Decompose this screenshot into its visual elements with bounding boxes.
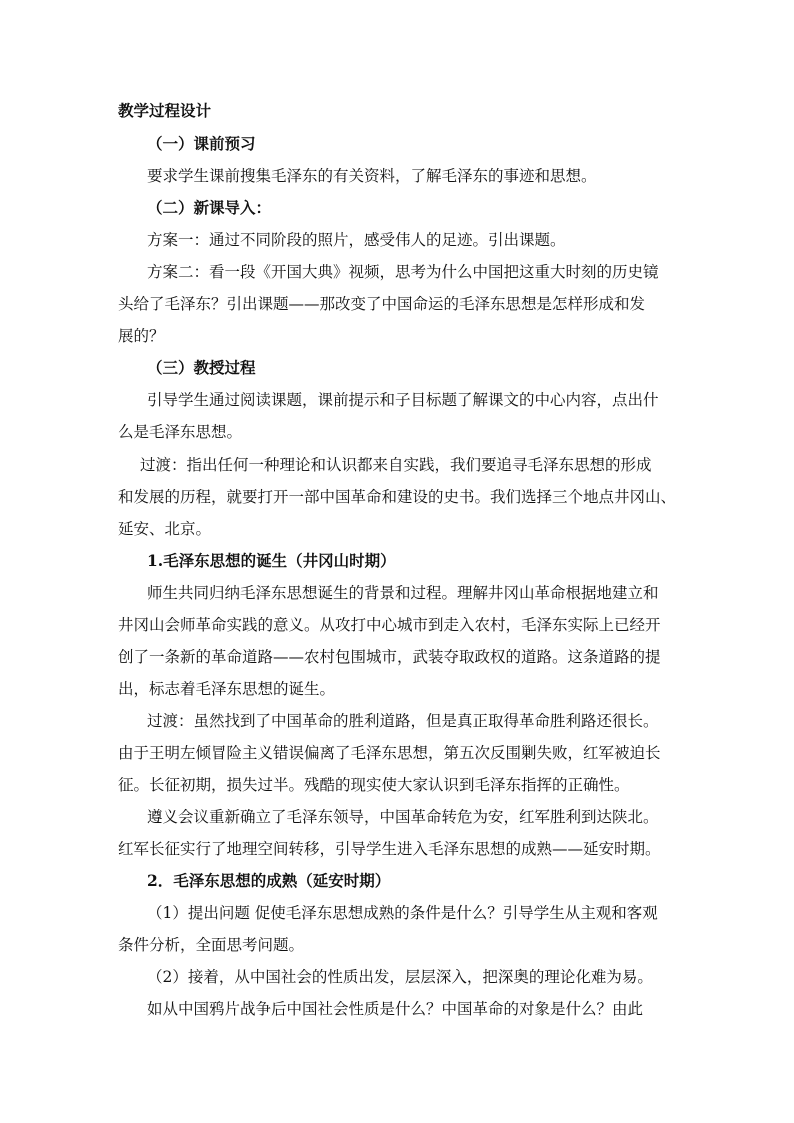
subsection-heading-2: 2．毛泽东思想的成熟（延安时期） [147,871,391,890]
paragraph-line: 由于王明左倾冒险主义错误偏离了毛泽东思想，第五次反围剿失败，红军被迫长 [118,744,661,762]
paragraph-line: 红军长征实行了地理空间转移，引导学生进入毛泽东思想的成熟——延安时期。 [118,840,661,858]
paragraph-line: （1）提出问题 促使毛泽东思想成熟的条件是什么？引导学生从主观和客观 [147,904,658,922]
paragraph-line: 过渡：虽然找到了中国革命的胜利道路，但是真正取得革命胜利路还很长。 [147,712,659,730]
section-heading-preview: （一）课前预习 [147,134,256,153]
paragraph-line: 引导学生通过阅读课题，课前提示和子目标题了解课文的中心内容，点出什 [147,391,659,409]
section-heading-teaching: （三）教授过程 [147,358,256,377]
paragraph-line: 过渡：指出任何一种理论和认识都来自实践，我们要追寻毛泽东思想的形成 [140,456,652,474]
paragraph-line: 井冈山会师革命实践的意义。从攻打中心城市到走入农村，毛泽东实际上已经开 [118,616,661,634]
paragraph-line: 么是毛泽东思想。 [118,423,243,441]
paragraph-line: 创了一条新的革命道路——农村包围城市，武装夺取政权的道路。这条道路的提 [118,648,661,666]
paragraph-line: 条件分析，全面思考问题。 [118,936,305,954]
paragraph-line: 方案一：通过不同阶段的照片，感受伟人的足迹。引出课题。 [147,231,566,249]
paragraph-line: 征。长征初期，损失过半。残酷的现实使大家认识到毛泽东指挥的正确性。 [118,776,630,794]
paragraph-line: 要求学生课前搜集毛泽东的有关资料，了解毛泽东的事迹和思想。 [147,167,597,185]
paragraph-line: 出，标志着毛泽东思想的诞生。 [118,680,336,698]
document-title: 教学过程设计 [118,101,212,120]
section-heading-intro: （二）新课导入： [147,198,272,217]
paragraph-line: 展的？ [118,327,165,345]
paragraph-line: 头给了毛泽东？引出课题——那改变了中国命运的毛泽东思想是怎样形成和发 [118,295,646,313]
paragraph-line: 遵义会议重新确立了毛泽东领导，中国革命转危为安，红军胜利到达陕北。 [147,808,659,826]
paragraph-line: 和发展的历程，就要打开一部中国革命和建设的史书。我们选择三个地点井冈山、 [118,488,677,506]
paragraph-line: 延安、北京。 [118,520,212,538]
subsection-heading-1: 1.毛泽东思想的诞生（井冈山时期） [147,551,396,570]
paragraph-line: 方案二：看一段《开国大典》视频，思考为什么中国把这重大时刻的历史镜 [147,263,659,281]
paragraph-line: 如从中国鸦片战争后中国社会性质是什么？中国革命的对象是什么？由此 [147,1000,644,1018]
paragraph-line: 师生共同归纳毛泽东思想诞生的背景和过程。理解井冈山革命根据地建立和 [147,584,659,602]
paragraph-line: （2）接着，从中国社会的性质出发，层层深入，把深奥的理论化难为易。 [147,968,653,986]
